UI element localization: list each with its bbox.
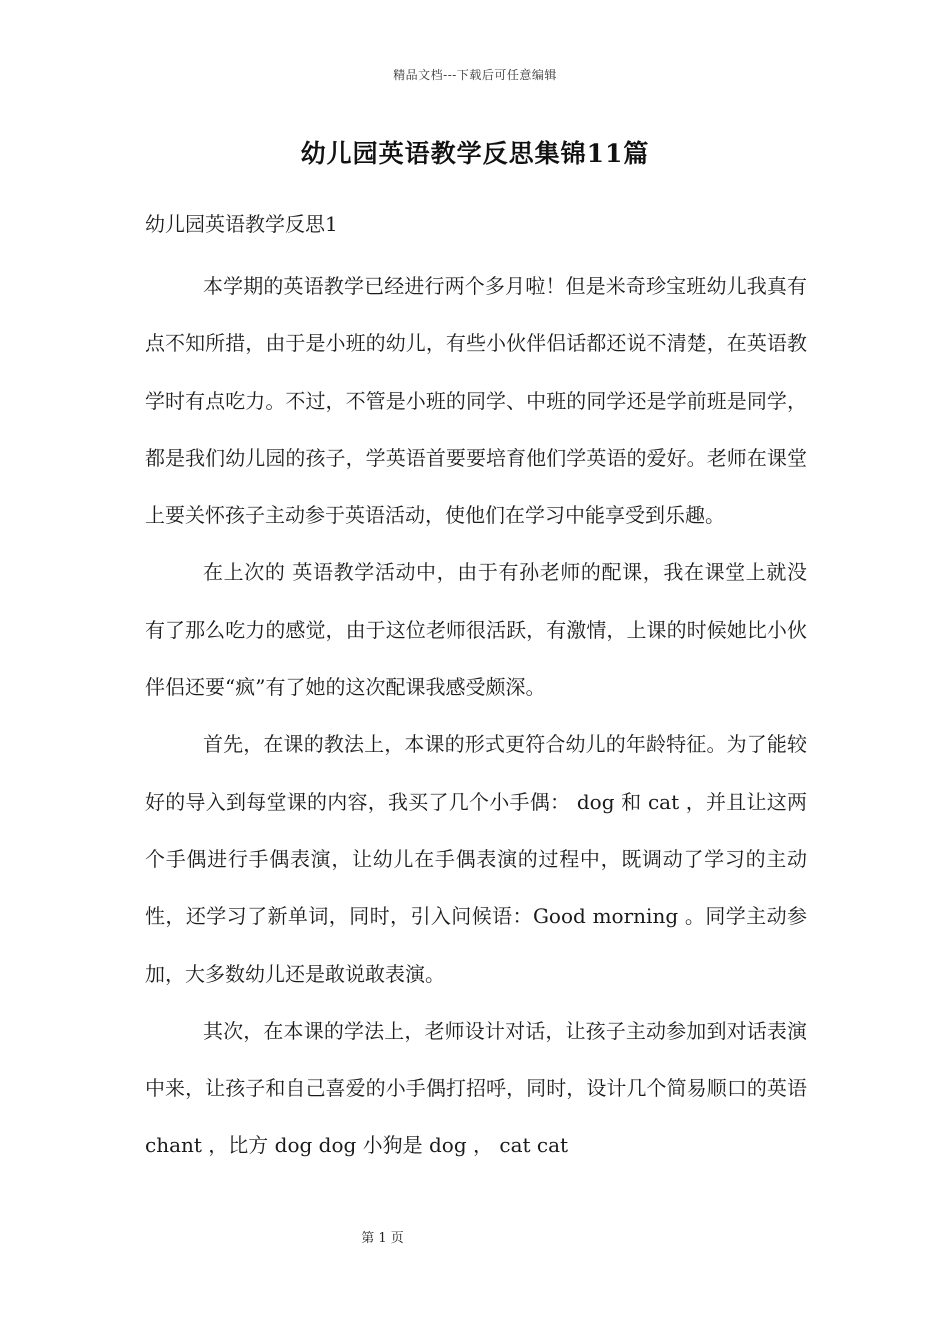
document-title: 幼儿园英语教学反思集锦11篇 xyxy=(300,139,650,168)
page-number: 第 1 页 xyxy=(361,1231,404,1246)
document-body xyxy=(145,258,807,1175)
paragraph: 在上次的 英语教学活动中，由于有孙老师的配课，我在课堂上就没有了那么吃力的感觉，由于这位老师很活跃，有激情，上课的时候她比小伙伴侣还要“疯”有了她的这次配课我感受颇深。 xyxy=(145,560,807,700)
page-header: 精品文档---下载后可任意编辑 xyxy=(393,68,557,82)
paragraph: 其次，在本课的学法上，老师设计对话，让孩子主动参加到对话表演中来，让孩子和自己喜爱的小手偶打招呼，同时，设计几个简易顺口的英语 chant ，比方 dog dog 小狗是 dog ， cat cat xyxy=(145,1018,807,1158)
paragraph: 本学期的英语教学已经进行两个多月啦！但是米奇珍宝班幼儿我真有点不知所措，由于是小班的幼儿，有些小伙伴侣话都还说不清楚，在英语教学时有点吃力。不过，不管是小班的同学、中班的同学还是学前班是同学，都是我们幼儿园的孩子，学英语首要要培育他们学英语的爱好。老师在课堂上要关怀孩子主动参于英语活动，使他们在学习中能享受到乐趣。 xyxy=(145,274,807,528)
paragraph: 首先，在课的教法上，本课的形式更符合幼儿的年龄特征。为了能较好的导入到每堂课的内容，我买了几个小手偶： dog 和 cat ，并且让这两个手偶进行手偶表演，让幼儿在手偶表演的过程中，既调动了学习的主动性，还学习了新单词，同时，引入问候语：Good morning 。同学主动参加，大多数幼儿还是敢说敢表演。 xyxy=(145,732,807,986)
section-title: 幼儿园英语教学反思1 xyxy=(145,212,338,236)
